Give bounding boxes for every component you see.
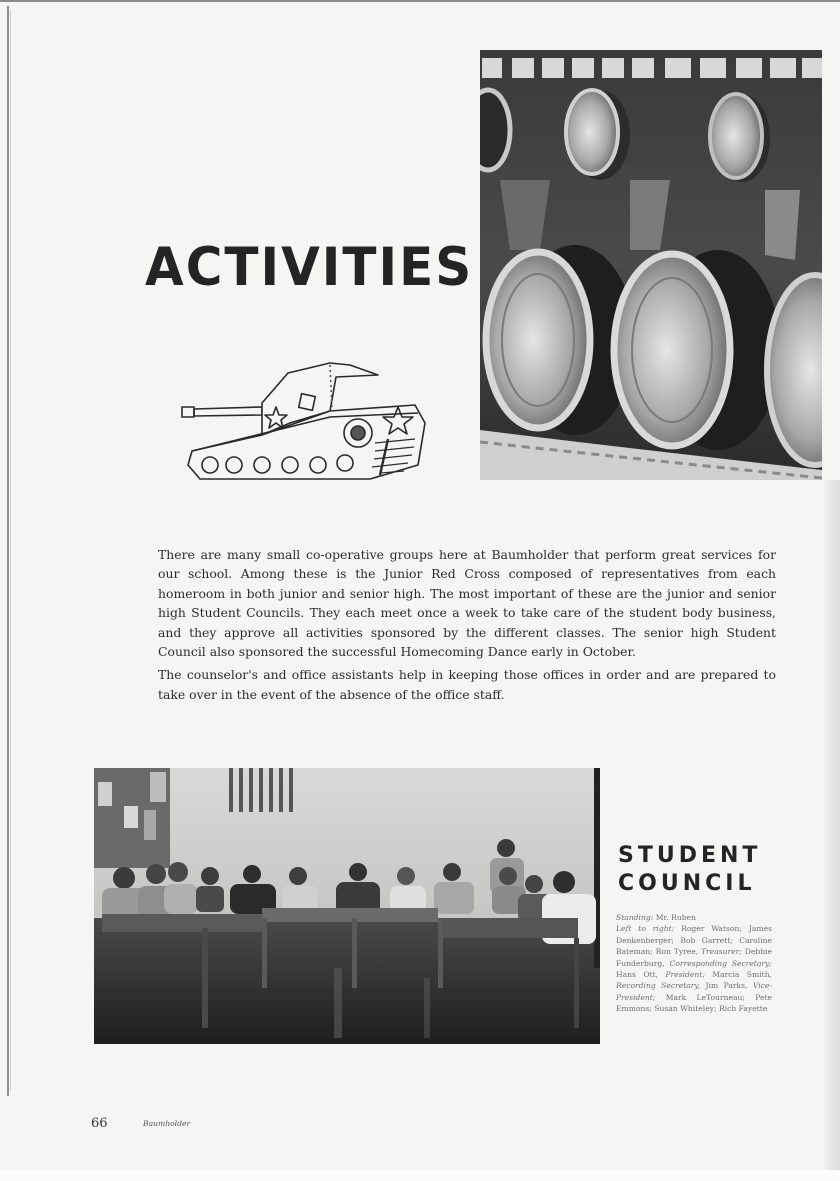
page-right-shadow: [822, 480, 840, 1170]
page-top-edge: [0, 0, 840, 2]
caption-names: Debbie Funderburg,: [616, 947, 772, 968]
barrel: [194, 407, 262, 416]
caption-role: Corresponding Secretary;: [669, 958, 772, 968]
page-title: ACTIVITIES: [145, 236, 474, 298]
page-number: 66: [91, 1116, 108, 1131]
caption-standing: [616, 912, 772, 923]
caption-left-to-right-label: Left to right:: [616, 924, 675, 934]
page-binding-edge: [7, 6, 9, 1096]
tank-sketch-icon: [180, 355, 430, 483]
page-bottom-edge: [0, 1170, 840, 1181]
caption-role: Vice-President;: [616, 981, 772, 1002]
caption-standing-names: Mr. Ruben: [655, 913, 696, 922]
page-binding-edge-inner: [10, 10, 11, 1090]
tank-wheels-photo: [480, 50, 822, 480]
body-paragraph-2: The counselor's and office assistants help in keeping those offices in order and are prepared to take over in the event of the absence of the office staff.: [158, 667, 776, 702]
photo-caption: [616, 912, 772, 1015]
caption-role: Treasurer;: [701, 947, 742, 957]
tank-wheels-photo-art: [480, 50, 822, 480]
caption-role: Recording Secretary,: [616, 981, 701, 991]
caption-seated: [616, 923, 772, 1014]
section-title: [618, 842, 761, 898]
caption-names: Marcia Smith,: [712, 970, 772, 980]
caption-names: Hans Ott,: [616, 970, 659, 980]
student-council-photo: [94, 768, 600, 1044]
section-title-line-2: COUNCIL: [618, 871, 756, 896]
caption-standing-label: Standing:: [616, 913, 654, 922]
caption-names: Jim Parks,: [705, 981, 748, 991]
barrel-muzzle: [182, 407, 194, 417]
caption-names: Mark LeTourneau; Pete Emmons; Susan Whiteley; Rich Fayette: [616, 992, 772, 1014]
student-council-photo-art: [94, 768, 600, 1044]
running-footer-title: Baumholder: [143, 1119, 191, 1128]
body-text: [158, 545, 776, 708]
caption-role: President;: [665, 970, 705, 980]
body-paragraph-1: There are many small co-operative groups here at Baumholder that perform great services for our school. Among these is the Junior Red Cross composed of representatives from each homeroom in both junior and senior high. The most important of these are the junior and senior high Student Councils. They each meet once a week to take care of the student body business, and they approve all activities sponsored by the different classes. The senior high Student Council also sponsored the successful Homecoming Dance early in October.: [158, 547, 776, 660]
caption-names: Roger Watson; James Denkenberger; Bob Garrett; Caroline Bateman; Ron Tyree,: [616, 924, 772, 957]
section-title-line-1: STUDENT: [618, 843, 762, 868]
